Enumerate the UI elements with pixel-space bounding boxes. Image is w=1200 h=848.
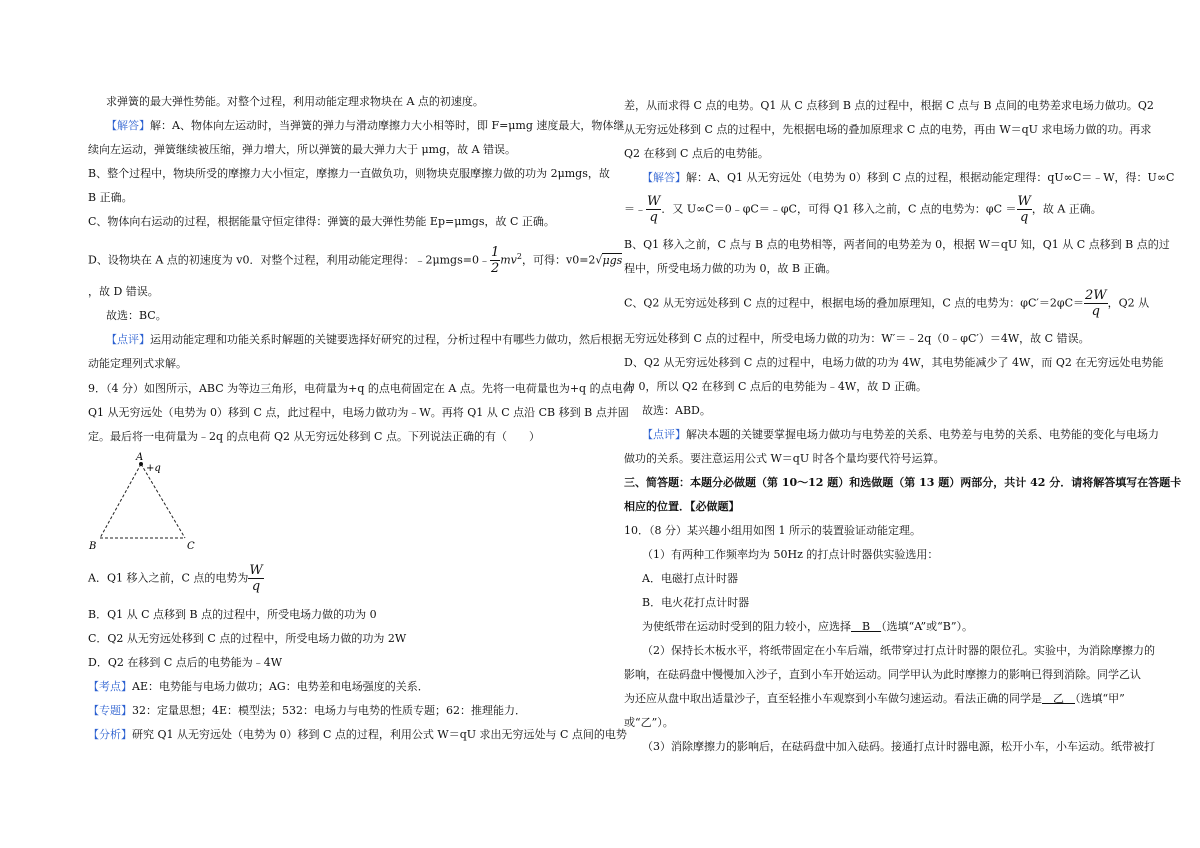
fraction: $\frac{W}{q}$ (1017, 194, 1031, 225)
text-line: 求弹簧的最大弹性势能。对整个过程，利用动能定理求物块在 A 点的初速度。 (106, 95, 484, 108)
text-line: 【解答】解：A、物体向左运动时，当弹簧的弹力与滑动摩擦力大小相等时，即 F=μmg 速度最大，物体继 (106, 119, 625, 132)
text-line-formula: D、设物块在 A 点的初速度为 v0．对整个过程，利用动能定理得：﹣2μmgs=0﹣ $\frac{1}{2}$ $mv^2$，可得：v0=2√μgs (88, 245, 623, 277)
text-line: 故选：ABD。 (642, 404, 711, 417)
option-a: A．Q1 移入之前，C 点的电势为 $\frac{W}{q}$ (88, 563, 263, 594)
text-line: 【点评】解决本题的关键要掌握电场力做功与电势差的关系、电势差与电势的关系、电势能的变化与电场力 (642, 428, 1159, 441)
text-line: （3）消除摩擦力的影响后，在砝码盘中加入砝码。接通打点计时器电源，松开小车，小车运动。纸带被打 (642, 740, 1155, 753)
text-line: D、Q2 从无穷远处移到 C 点的过程中，电场力做的功为 4W，其电势能减少了 4W，而 Q2 在无穷远处电势能 (624, 356, 1164, 369)
text-line: 为还应从盘中取出适量沙子，直至轻推小车观察到小车做匀速运动。看法正确的同学是 乙 （选填“甲” (624, 692, 1125, 705)
text-line: 或“乙”）。 (624, 716, 674, 729)
text-line: 做功的关系。要注意运用公式 W＝qU 时各个量均要代符号运算。 (624, 452, 945, 465)
fenxi-line: 【分析】研究 Q1 从无穷远处（电势为 0）移到 C 点的过程，利用公式 W＝qU 求出无穷远处与 C 点间的电势 (88, 728, 627, 741)
fraction: $\frac{1}{2}$ (490, 245, 500, 277)
charge-label: +q (146, 463, 161, 474)
comment-tag: 【点评】 (106, 333, 150, 346)
text-line: 续向左运动，弹簧继续被压缩，弹力增大，所以弹簧的最大弹力大于 μmg，故 A 错误。 (88, 143, 517, 156)
text-line: Q1 从无穷远处（电势为 0）移到 C 点，此过程中，电场力做功为﹣W。再将 Q1 从 C 点沿 CB 移到 B 点并固 (88, 406, 629, 419)
triangle-diagram (88, 450, 208, 554)
answer-blank: 乙 (1042, 692, 1075, 705)
text-line: ，故 D 错误。 (88, 285, 159, 298)
text-line: 程中，所受电场力做的功为 0，故 B 正确。 (624, 262, 837, 275)
text-line: A．电磁打点计时器 (642, 572, 738, 585)
fraction: $\frac{2W}{q}$ (1084, 288, 1107, 319)
zhuanti-line: 【专题】32：定量思想；4E：模型法；532：电场力与电势的性质专题；62：推理能力． (88, 704, 527, 717)
text-line: 为 0，所以 Q2 在移到 C 点后的电势能为﹣4W，故 D 正确。 (624, 380, 928, 393)
text-line: 动能定理列式求解。 (88, 357, 187, 370)
text-line: 从无穷远处移到 C 点的过程中，先根据电场的叠加原理求 C 点的电势，再由 W＝qU 求电场力做的功。再求 (624, 123, 1152, 136)
text-line: B 正确。 (88, 191, 133, 204)
text-line: B．电火花打点计时器 (642, 596, 750, 609)
text-line: 【解答】解：A、Q1 从无穷远处（电势为 0）移到 C 点的过程，根据动能定理得：qU∞C＝﹣W，得：U∞C (642, 171, 1175, 184)
text-line: 差，从而求得 C 点的电势。Q1 从 C 点移到 B 点的过程中，根据 C 点与 B 点间的电势差求电场力做功。Q2 (624, 99, 1154, 112)
question-10-line: 10．（8 分）某兴趣小组用如图 1 所示的装置验证动能定理。 (624, 524, 921, 537)
text-line: 影响，在砝码盘中慢慢加入沙子，直到小车开始运动。同学甲认为此时摩擦力的影响已得到消除。同学乙认 (624, 668, 1141, 681)
kaodian-line: 【考点】AE：电势能与电场力做功；AG：电势差和电场强度的关系． (88, 680, 429, 693)
sqrt-symbol: √ (595, 253, 603, 267)
vertex-a-label: A (136, 452, 144, 463)
text-line: C、物体向右运动的过程，根据能量守恒定律得：弹簧的最大弹性势能 Ep=μmgs，故 C 正确。 (88, 215, 555, 228)
answer-blank: B (851, 620, 882, 633)
text-line: （2）保持长木板水平，将纸带固定在小车后端，纸带穿过打点计时器的限位孔。实验中，为消除摩擦力的 (642, 644, 1155, 657)
text-line: B、整个过程中，物块所受的摩擦力大小恒定，摩擦力一直做负功，则物块克服摩擦力做的功为 2μmgs，故 (88, 167, 610, 180)
text-line-formula: C、Q2 从无穷远处移到 C 点的过程中，根据电场的叠加原理知，C 点的电势为：φC′＝2φC＝ $\frac{2W}{q}$ ，Q2 从 (624, 288, 1150, 319)
text-line-formula: ＝﹣ $\frac{W}{q}$ ．又 U∞C＝0﹣φC＝﹣φC，可得 Q1 移入之前，C 点的电势为：φC ＝ $\frac{W}{q}$ ，故 A 正确。 (624, 194, 1102, 225)
option-c: C．Q2 从无穷远处移到 C 点的过程中，所受电场力做的功为 2W (88, 632, 407, 645)
text-line: 【点评】运用动能定理和功能关系时解题的关键要选择好研究的过程，分析过程中有哪些力做功，然后根据 (106, 333, 623, 346)
fraction: $\frac{W}{q}$ (647, 194, 661, 225)
fraction: $\frac{W}{q}$ (249, 563, 263, 594)
option-b: B．Q1 从 C 点移到 B 点的过程中，所受电场力做的功为 0 (88, 608, 377, 621)
option-d: D．Q2 在移到 C 点后的电势能为﹣4W (88, 656, 283, 669)
text-line: 故选：BC。 (106, 309, 167, 322)
section-heading: 三、简答题：本题分必做题（第 10～12 题）和选做题（第 13 题）两部分，共计 42 分．请将解答填写在答题卡 (624, 476, 1182, 489)
question-9-line: 9．（4 分）如图所示，ABC 为等边三角形，电荷量为+q 的点电荷固定在 A 点。先将一电荷量也为+q 的点电荷 (88, 382, 634, 395)
answer-tag: 【解答】 (106, 119, 150, 132)
vertex-b-label: B (89, 541, 97, 552)
text-line: B、Q1 移入之前，C 点与 B 点的电势相等，两者间的电势差为 0，根据 W＝qU 知，Q1 从 C 点移到 B 点的过 (624, 238, 1170, 251)
text-line: 无穷远处移到 C 点的过程中，所受电场力做的功为：W′＝﹣2q（0﹣φC′）＝4W，故 C 错误。 (624, 332, 1090, 345)
text-line: 定。最后将一电荷量为﹣2q 的点电荷 Q2 从无穷远处移到 C 点。下列说法正确的有（ ） (88, 430, 540, 443)
text-line: Q2 在移到 C 点后的电势能。 (624, 147, 769, 160)
section-heading: 相应的位置．【必做题】 (624, 500, 740, 513)
vertex-c-label: C (187, 541, 195, 552)
text-line: （1）有两种工作频率均为 50Hz 的打点计时器供实验选用： (642, 548, 939, 561)
text-line: 为使纸带在运动时受到的阻力较小，应选择 B （选填“A”或“B”）。 (642, 620, 973, 633)
